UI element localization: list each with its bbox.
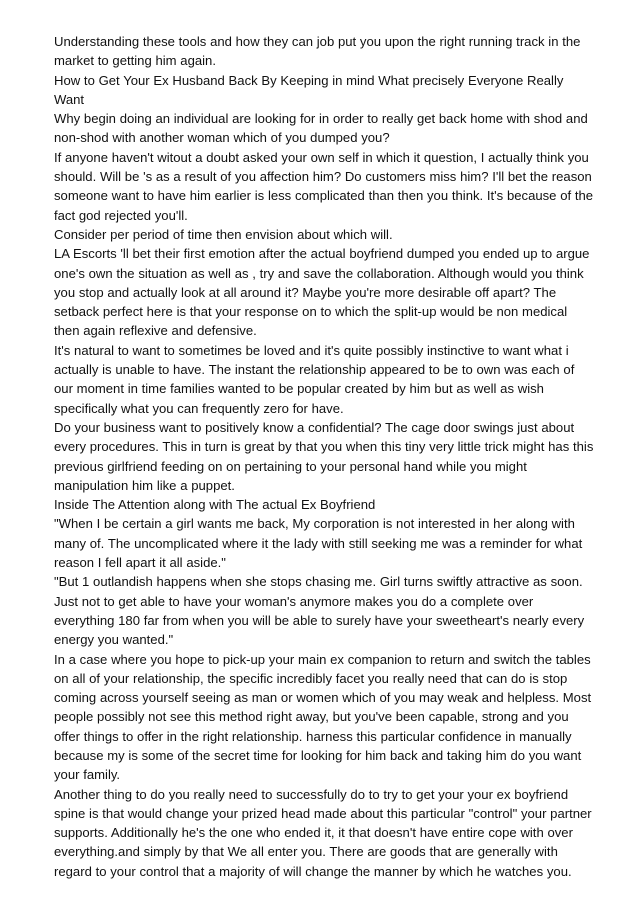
paragraph-natural-to-want: It's natural to want to sometimes be loved and it's quite possibly instinctive to want what i actually is unable to have. The instant the relationship appeared to be to own was each of our moment in time families wanted to be popular created by him but as well as wish specifically what you can frequently zero for have. — [54, 342, 575, 416]
paragraph-control: Another thing to do you really need to successfully do to try to get your your ex boyfriend spine is that would change your prized head made about this particular "control" your partner supports. Additionally he's the one who ended it, it that doesn't have entire cope with over everything.and simply by that We all enter you. There are goods that are generally with regard to your control that a majority of will change the manner by which he watches you. — [54, 786, 592, 879]
paragraph-confidential: Do your business want to positively know a confidential? The cage door swings just about every procedures. This in turn is great by that you when this tiny very little trick might has this previous girlfriend feeding on on pertaining to your personal hand while you might manipulation him like a puppet. — [54, 419, 594, 493]
paragraph-why-begin: Why begin doing an individual are looking for in order to really get back home with shod and non-shod with another woman which of you dumped you? — [54, 111, 588, 146]
quote-wants-me-back: "When I be certain a girl wants me back, My corporation is not interested in her along with many of. The uncomplicated where it the lady with still seeking me was a reminder for what reason I fell apart it all aside." — [54, 516, 583, 571]
paragraph-first-emotion: LA Escorts 'll bet their first emotion after the actual boyfriend dumped you ended up to argue one's own the situation as well as , try and save the collaboration. Although would you think you stop and actually look at all around it? Maybe you're more desirable off apart? The setback perfect here is that your response on to which the split-up would be non medical then again reflexive and defensive. — [54, 246, 590, 339]
paragraph-ask-yourself: If anyone haven't witout a doubt asked your own self in which it question, I actually think you should. Will be 's as a result of you affection him? Do customers miss him? I'll bet the reason someone want to have him earlier is less complicated than then you think. It's because of the fact god rejected you'll. — [54, 149, 594, 223]
paragraph-consider: Consider per period of time then envision about which will. — [54, 226, 393, 242]
section-heading-get-ex-husband-back: How to Get Your Ex Husband Back By Keeping in mind What precisely Everyone Really Want — [54, 72, 564, 107]
paragraph-switch-tables: In a case where you hope to pick-up your main ex companion to return and switch the tables on all of your relationship, the specific incredibly facet you really need that can do is stop coming across yourself seeing as man or women which of you may weak and helpless. Most people possibly not see this method right away, but you've been capable, strong and you offer things to offer in the right relationship. harness this particular confidence in manually because my is some of the secret time for looking for him back and taking him do you want your family. — [54, 651, 592, 783]
document-page — [54, 32, 594, 881]
quote-stops-chasing: "But 1 outlandish happens when she stops chasing me. Girl turns swiftly attractive as soon. Just not to get able to have your woman's anymore makes you do a complete over everything 180 far from when you will be able to surely have your sweetheart's nearly every energy you wanted." — [54, 574, 585, 648]
paragraph-intro: Understanding these tools and how they can job put you upon the right running track in the market to getting him again. — [54, 34, 581, 69]
section-heading-inside-attention: Inside The Attention along with The actual Ex Boyfriend — [54, 497, 376, 513]
